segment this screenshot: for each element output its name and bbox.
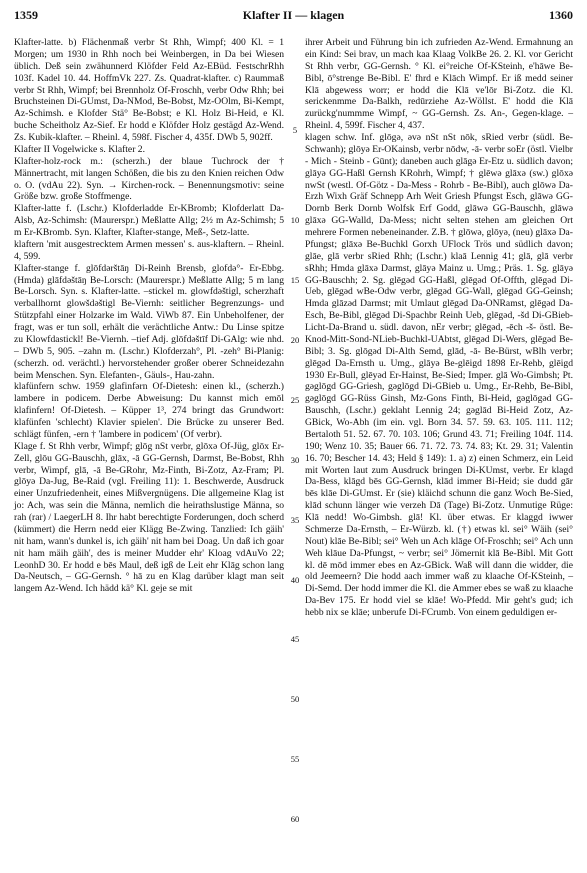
line-number: 5 bbox=[292, 125, 298, 135]
left-column bbox=[14, 37, 284, 595]
entry-klafter-latte: Klafter-latte f. (Lschr.) Klofderladde Er-KBromb; Klofderlatt Da-Alsb, Az-Schimsh: (Maurerspr.) Meßlatte Allg; 2½ m Az-Schimsh; 5 m Er-KBromb. Syn. Klafter, Klafter-stange, Meß-, Setz-latte. bbox=[14, 203, 284, 238]
entry-klafuenfern: klafünfern schw. 1959 glafinfərn Of-Dietesh: einen kl., (scherzh.) lambere in podicem. Derbe Abweisung: Du kannst mich emōl klafinfern! Of-Dietesh. – Küpper 1³, 274 bringt das Grundwort: klafünfen 'schlecht) Klavier spielen'. Die Brücke zu unserer Bed. schlägt fünfen, -ern † 'lambere in podicem' (Of verbr). bbox=[14, 381, 284, 440]
line-number: 10 bbox=[290, 215, 300, 225]
line-number: 40 bbox=[290, 575, 300, 585]
page-header bbox=[14, 8, 573, 24]
entry-klage-cont: ihrer Arbeit und Führung bin ich zufrieden Az-Wend. Ermahnung an ein Kind: Sei brav, un mach kaa Klaag VolkBe 26. 2. Kl. vor Gericht St Rhh verbr, GG-Gernsh. ° Kl. ei°reiche Of-KSteinh, e'hāwe Be-Bibl, ō°strenge Be-Bibl. E' fhrd e Klāch Wimpf. Er iß medd seiner Klā abgewess worr; er hodd die Klā ve'lōr Bi-Zotz. die Kl. serickenmme Da-Balkh, redūrziehe Az-Wöllst. E' hodd die Klā zurückg'nummme Wimpf, ~ GG-Gernsh. Zs. An-, Gegen-klage. – Rheinl. 4, 599f. Fischer 4, 437. bbox=[305, 37, 573, 132]
entry-klafter-latte-cont: Klafter-latte. b) Flächenmaß verbr St Rhh, Wimpf; 400 Kl. = 1 Morgen; um 1930 in Rhh noch bei Weinbergen, in Da bei Wiesen üblich. Deß sein zwähunnerd Klöfder Feld Az-EBüd. FestschrRhh 103f. Kadel 10. 44. HoffmVk 227. Zs. Quadrat-klafter. c) Raummaß verbr St Rhh, Wimpf; bei Brennholz Of-Froschh, verbr Odw Rhh; bei Bruchsteinen Di-GUmst, Da-NMod, Be-Bobst, Mz-OOlm, Bi-Kempt, Az-Schimsh. e Klofder Stä° Be-Bobst; e Kl. Holz Bi-Heid, e Kl. buche Scheitholz Az-Sief. Er hodd e Klöfder Holz gestägd Az-Wend. Zs. Kubik-klafter. – Rheinl. 4, 598f. Fischer 4, 435f. DWb 5, 902ff. bbox=[14, 37, 284, 143]
entry-klagen: klagen schw. Inf. glōgə, əvə nSt nSt nōk, sRied verbr (südl. Be-Schwanh); glōyə Er-OKainsb, verbr nōdw, -ā- verbr soEr (östl. Vielbr - Mich - Steinb - Gūnt); daneben auch glāgə Er-Etz u. südlich davon; glāyə GG-Haßl Gernsh KRohrh, Wimpf; † glēwə glāxə (sw.) glōxə nwSt (westl. Of-Götz - Da-Mess - Rohrb - Be-Bibl), auch glōwə Da-Erzh Wixh Gräf Schnepp Arh Weit Griesh Pfungst Esch, glāwə GG-Dornb Berk Dornb Wolfsk Erf Godd, glāwə GG-Bauschh, glāwə glāxə GG-Walld, Da-Mess; nicht selten stehen am gleichen Ort mehrere Formen nebeneinander. Z.B. † glōwə, glōyə, (neu) glāxə Da-Pfungst; glāxə Be-Buchkl Gorxh UFlock Trös und südlich davon; glāe, glā verbr sRied Rhh; (Lschr.) klaā Lennig 41; glā, glā verbr sRhh; Hmda glāxə Darmst, glāyə Mainz u. Umg.; Präs. 1. Sg. glāyə GG-Bauschh; 2. Sg. glēgəd GG-Haßl, glēgəd Of-Offth, glēgəd Di-Ueb, glēgəd wBe-Odw verbr, glēgəd GG-Wall, glēgəd GG-Geinsh; Hmda glāzəd Darmst; mit Umlaut glēgəd Da-ONRamst, glēgəd Da-Esch, Be-Bibl, glēgəd Di-Spachbr Reinh Ueb, glēgəd, -šd Di-GBieb-Licht-Da-Brand u. südl. davon, nEr verbr; glēgəd, -ēch -š- östl. Be-Knod-Mitt-Sond-NLieb-Buchkl-UAbtst, glēgəd Di-Wers, glēgəd Be-Bibl; 3. Sg. glōgəd Di-Alth Semd, glād, -ā- Be-Bürst, wBlh verbr; glēgəd Da-Ernsth u. Umg., glāyə Be-glēigd 1898 Er-Rehb, glēigd 1930 Er-Bull, glēyəd Er-Hainst, Be-Sied; Imper. glā Wo-Gimbsh; Pt. gəglōgd GG-Griesh, gəglōgd Di-GBieb u. Umg., Er-Rehb, Be-Bibl, gəglōgd GG-Rüss Ginsh, Mz-Gons Finth, Bi-Heid, gəglōgəd GG-Bauschh, (Lschr.) geklaht Lennig 24; gəglād Bi-Heid Zotz, Az-GBick, Wo-Abh (im ein. vgl. Born 34. 57. 59. 63. 105. 111. 112; Bertaloth 51. 52. 67. 70. 103. 106; Grund 43. 71; Freiling 104f. 114. 190; Wenz 10. 35; Bauer 66. 71. 72. 73. 74. 83; Kt. 29. 31; Valentin 16. 70; Bescher 14. 43; Held § 149): 1. a) z) einen Schmerz, ein Leid mit Worten laut zum Ausdruck bringen Di-KUmst, verbr. Er klagd Da-Bess, klāgd bēs GG-Gernsh, klād immer Bi-Heid; sie dudd gār bēs klāe Di-GUmst. Er (sie) kläichd schunn die ganz Woch Be-Sied, klād schunn länger wie verzeh Dā (Tage) Bi-Zotz. Unmutige Rüge: Klā nedd! Wo-Gimbsh. glā! Kl. über etwas. Er klaggd iwwer Schmerze Da-Ernsth, – Er-Würzb. kl. (†) etwas kl. sei° Wäih (sei° Nout) klāe Be-Bibl; sei° Weh un Ach klāge Of-Froschh; sei° Ach unn Weh klāue Da-Pfungst, ~ verbr; sei° Jömernit klā Be-Bibl. Mit Gott kl. dē mōd immer ebes en Az-GBick. Waß will dann die widder, die old Jeemeern? Die hodd aach immer waß zu klaache Of-KSteinh, – Di-Semd. Der hodd immer die Kl. die Ammer ebes se waß zu klaache Da-Bev 175. Er hodd viel se klāe! Wo-Pfedd. Mir geht's gud; ich hebb nix se klāe; unberufe Di-FCrumb. Von einem geduldigen er- bbox=[305, 132, 574, 618]
entry-klafter-stange: Klafter-stange f. glōfdərštāŋ Di-Reinh Brensb, glofdə°- Er-Ebbg. (Hmda) glāfdəštāŋ Be-Lorsch: (Maurerspr.) Meßlatte Allg; 5 m lang Be-Lorsch. Syn. s. Klafter-latte. –stickel m. glowfdəštigl, scherzhaft verballhornt glowšdəštigl Be-Viernh: seitlicher Begrenzungs- und Stützpfahl einer Holzarke im Wald. ViWb 87. Ein Unbeholfener, der fragt, was er tun soll, erhält die verächtliche Antw.: Du Linse spitze zu Klowfdastickl! Be-Viernh. –tief Adj. glōfdəštīf Di-GAlg: wie nhd. – DWb 5, 905. –zahn m. (Lschr.) Klofderzah°, Pl. -zeh° Bi-Planig: (scherzh. od. verächtl.) hervorstehender großer oberer Schneidezahn beim Menschen. Syn. Elefanten-, Gäuls-, Hau-zahn. bbox=[14, 262, 284, 381]
entry-klafter-ii: Klafter II Vogelwicke s. Klafter 2. bbox=[14, 143, 145, 155]
line-number: 25 bbox=[290, 395, 300, 405]
line-number: 60 bbox=[290, 814, 300, 824]
line-number: 45 bbox=[290, 634, 300, 644]
line-number: 30 bbox=[290, 455, 300, 465]
line-number: 35 bbox=[290, 515, 300, 525]
line-number: 20 bbox=[290, 335, 300, 345]
line-number: 55 bbox=[290, 754, 300, 764]
entry-klafter-holz-rock: Klafter-holz-rock m.: (scherzh.) der blaue Tuchrock der † Männertracht, mit langen Schößen, die bis zu den Knien reichen Odw o. O. (vdAu 22). Syn. → Kirchen-rock. – Benennungsmotiv: seine Größe bzw. große Stoffmenge. bbox=[14, 155, 284, 203]
right-column bbox=[305, 37, 573, 619]
line-number: 15 bbox=[290, 275, 300, 285]
line-number: 50 bbox=[290, 694, 300, 704]
entry-klage: Klage f. St Rhh verbr, Wimpf; glōg nSt verbr, glōxə Of-Jüg, glōx Er-Zell, glōu GG-Bauschh, glāx, -ā GG-Gernsh, Darmst, Be-Bobst, Rhh verbr, Wimpf, glā, -ā Be-GRohr, Mz-Finth, Bi-Zotz, Az-Fram; Pl. glōyə Da-Jug, Be-Raid (vgl. Freiling 11): 1. Beschwerde, Ausdruck einer Unzufriedenheit, eines Mißvergnügens. Die allgemeine Klag ist jo: Ach, was sein die Männa, nemlich die heirathslustige Männa, so rah (rar) / LaegerLH 8. Ihr habt berechtigte Forderungen, doch scherd (kümmert) die Herrn nedd eier Klägg Be-Zwing. Tanzlied: Ich gäih' nit ham, wann's dunkel is, ich gäih' nit ham bei Doag. Un daß ich goar nit ham mäih gäih', des is meiner Mudder ehr' Kloag vdAuVo 22; LeonhD 30. Er hodd e bēs Maul, deß igß de Leit ehr Klāg schon lang Da-Neutsch, – GG-Gernsh. ° hā zu en Klag darüber klagt man seit langem Az-Wend. Ich hädd kä° Kl. geje se mit bbox=[14, 440, 284, 595]
page-number-right: 1360 bbox=[549, 8, 573, 22]
page-number-left: 1359 bbox=[14, 8, 38, 22]
entry-klaftern: klaftern 'mit ausgestrecktem Armen messen' s. aus-klaftern. – Rheinl. 4, 599. bbox=[14, 238, 284, 262]
running-title: Klafter II — klagen bbox=[242, 8, 345, 22]
